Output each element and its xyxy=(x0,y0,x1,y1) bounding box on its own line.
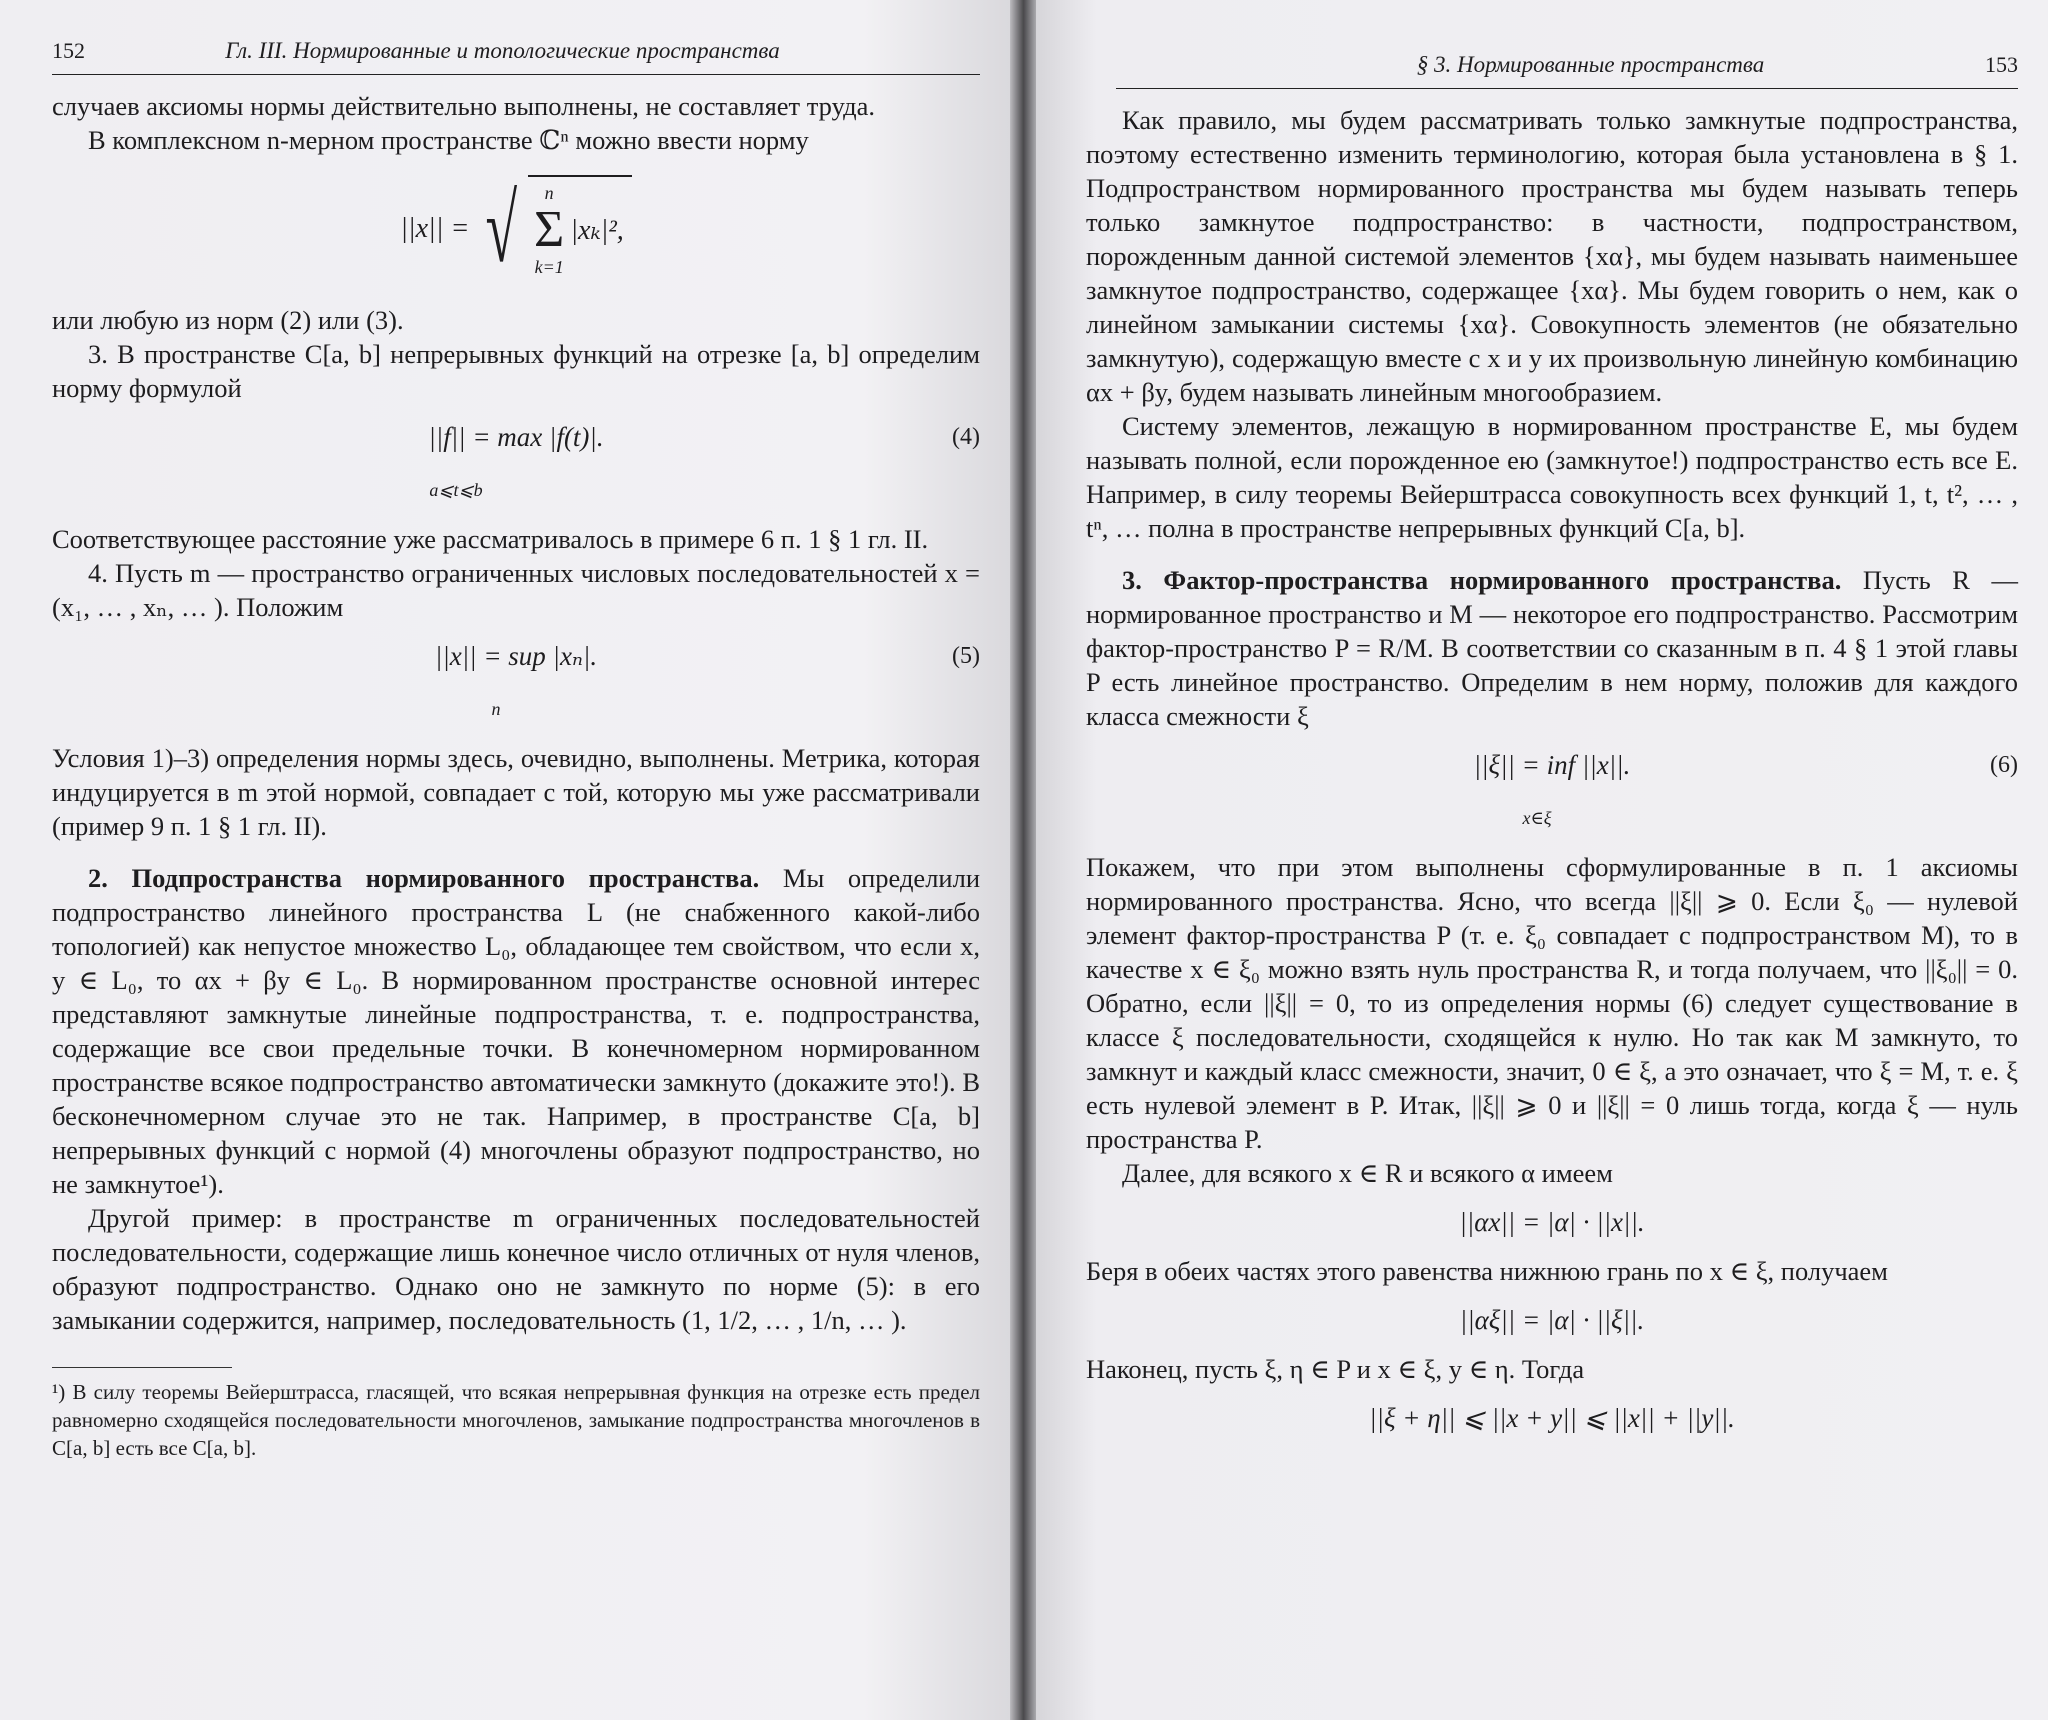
paragraph: Соответствующее расстояние уже рассматривалось в примере 6 п. 1 § 1 гл. II. xyxy=(52,524,929,554)
formula-subscript: n xyxy=(491,699,501,719)
right-page-header xyxy=(1116,52,2018,89)
formula-text: ||αx|| = |α| · ||x||. xyxy=(1459,1207,1645,1237)
formula-subscript: a⩽t⩽b xyxy=(429,480,483,500)
equation-number: (4) xyxy=(952,424,980,450)
left-page xyxy=(0,0,1016,1720)
sum-symbol: n Σ k=1 xyxy=(534,183,565,277)
formula-sup-norm xyxy=(52,636,980,729)
footnote-rule xyxy=(52,1367,232,1368)
formula-term: |xₖ|², xyxy=(570,215,624,246)
page-number-left: 152 xyxy=(52,38,85,63)
paragraph: Покажем, что при этом выполнены сформулированные в п. 1 аксиомы нормированного пространства. Ясно, что всегда ||ξ|| ⩾ 0. Если ξ₀ — нулевой элемент фактор-пространства P (т. е. ξ₀ совпадает с подпространством M), то в качестве x ∈ ξ₀ можно взять нуль пространства R, и тогда получаем, что ||ξ₀|| = 0. Обратно, если ||ξ|| = 0, то из определения нормы (6) следует существование в классе ξ последовательности, сходящейся к нулю. Но так как M замкнуто, то замкнут и каждый класс смежности, значит, 0 ∈ ξ, а это означает, что ξ = M, т. е. ξ есть нулевой элемент в P. Итак, ||ξ|| ⩾ 0 и ||ξ|| = 0 лишь тогда, когда ξ — нуль пространства P. xyxy=(1086,852,2018,1154)
paragraph: Другой пример: в пространстве m ограниченных последовательностей последовательности, содержащие лишь конечное число отличных от нуля членов, образуют подпространство. Однако оно не замкнуто по норме (5): в его замыкании содержится, например, последовательность (1, 1/2, … , 1/n, … ). xyxy=(52,1203,980,1335)
formula-lhs: ||x|| = xyxy=(400,213,470,244)
formula-text: ||ξ + η|| ⩽ ||x + y|| ⩽ ||x|| + ||y||. xyxy=(1369,1403,1735,1433)
paragraph: Как правило, мы будем рассматривать только замкнутые подпространства, поэтому естественно изменить терминологию, которая была установлена в § 1. Подпространством нормированного пространства мы будем называть теперь только замкнутое подпространство: в частности, подпространством, порожденным данной системой элементов {xα}, мы будем называть наименьшее замкнутое подпространство, содержащее {xα}. Мы будем говорить о нем, как о линейном замыкании системы {xα}. Совокупность элементов (не обязательно замкнутую), содержащую вместе с x и y их произвольную линейную комбинацию αx + βy, будем называть линейным многообразием. xyxy=(1086,105,2018,407)
paragraph: Условия 1)–3) определения нормы здесь, очевидно, выполнены. Метрика, которая индуцируется в m этой нормой, совпадает с той, которую мы уже рассматривали (пример 9 п. 1 § 1 гл. II). xyxy=(52,743,980,841)
formula-text: ||ξ|| = inf ||x||. xyxy=(1473,750,1631,780)
section-title: 3. Фактор-пространства нормированного пространства. xyxy=(1122,565,1842,595)
paragraph: Пусть R — нормированное пространство и M — некоторое его подпространство. Рассмотрим фактор-пространство P = R/M. В соответствии со сказанным в п. 4 § 1 этой главы P есть линейное пространство. Определим в нем норму, положив для каждого класса смежности ξ xyxy=(1086,565,2018,731)
formula-triangle xyxy=(1086,1398,2018,1438)
formula-quotient-norm xyxy=(1086,745,2018,838)
formula-subscript: x∈ξ xyxy=(1522,808,1552,828)
section-title: 2. Подпространства нормированного пространства. xyxy=(88,863,760,893)
running-head-left: Гл. III. Нормированные и топологические пространства xyxy=(225,38,780,63)
equation-number: (6) xyxy=(1990,752,2018,778)
paragraph: Мы определили подпространство линейного пространства L (не снабженного какой-либо топологией) как непустое множество L₀, обладающее тем свойством, что если x, y ∈ L₀, то αx + βy ∈ L₀. В нормированном пространстве основной интерес представляют замкнутые линейные подпространства, т. е. подпространства, содержащие все свои предельные точки. В конечномерном нормированном пространстве всякое подпространство автоматически замкнуто (докажите это!). В бесконечномерном случае это не так. Например, в пространстве C[a, b] непрерывных функций с нормой (4) многочлены образуют подпространство, но не замкнутое¹). xyxy=(52,863,981,1199)
sqrt-symbol: √ n Σ k=1 |xₖ|², xyxy=(475,181,631,277)
paragraph: 4. Пусть m — пространство ограниченных числовых последовательностей x = (x₁, … , xₙ, … ). Положим xyxy=(52,558,980,622)
sum-upper: n xyxy=(544,183,554,203)
formula-max-norm xyxy=(52,417,980,510)
paragraph: Далее, для всякого x ∈ R и всякого α имеем xyxy=(1122,1158,1613,1188)
paragraph: Систему элементов, лежащую в нормированном пространстве E, мы будем называть полной, если порожденное ею (замкнутое!) подпространство есть все E. Например, в силу теоремы Вейерштрасса совокупность всех функций 1, t, t², … , tⁿ, … полна в пространстве непрерывных функций C[a, b]. xyxy=(1086,411,2018,543)
paragraph: или любую из норм (2) или (3). xyxy=(52,305,404,335)
paragraph: случаев аксиомы нормы действительно выполнены, не составляет труда. xyxy=(52,91,876,121)
formula-homogeneity-class xyxy=(1086,1300,2018,1340)
paragraph: 3. В пространстве C[a, b] непрерывных функций на отрезке [a, b] определим норму формулой xyxy=(52,339,980,403)
section-3 xyxy=(1086,563,2018,733)
paragraph: Беря в обеих частях этого равенства нижнюю грань по x ∈ ξ, получаем xyxy=(1086,1256,1888,1286)
footnote: ¹) В силу теоремы Вейерштрасса, гласящей, что всякая непрерывная функция на отрезке есть предел равномерно сходящейся последовательности многочленов, замыкание подпространства многочленов в C[a, b] есть все C[a, b]. xyxy=(52,1380,980,1460)
page-number-right: 153 xyxy=(1984,52,2018,77)
right-page xyxy=(1036,0,2048,1720)
sum-lower: k=1 xyxy=(534,257,564,277)
formula-norm-cn xyxy=(52,169,980,289)
section-2 xyxy=(52,861,980,1201)
formula-text: ||αξ|| = |α| · ||ξ||. xyxy=(1459,1305,1645,1335)
paragraph: Наконец, пусть ξ, η ∈ P и x ∈ ξ, y ∈ η. Тогда xyxy=(1086,1354,1585,1384)
formula-homogeneity xyxy=(1086,1202,2018,1242)
left-page-header xyxy=(52,38,980,75)
running-head-right: § 3. Нормированные пространства xyxy=(1416,52,1765,77)
paragraph: В комплексном n-мерном пространстве ℂⁿ можно ввести норму xyxy=(88,125,809,155)
equation-number: (5) xyxy=(952,643,980,669)
formula-text: ||f|| = max |f(t)|. xyxy=(428,422,604,452)
formula-text: ||x|| = sup |xₙ|. xyxy=(434,641,598,671)
